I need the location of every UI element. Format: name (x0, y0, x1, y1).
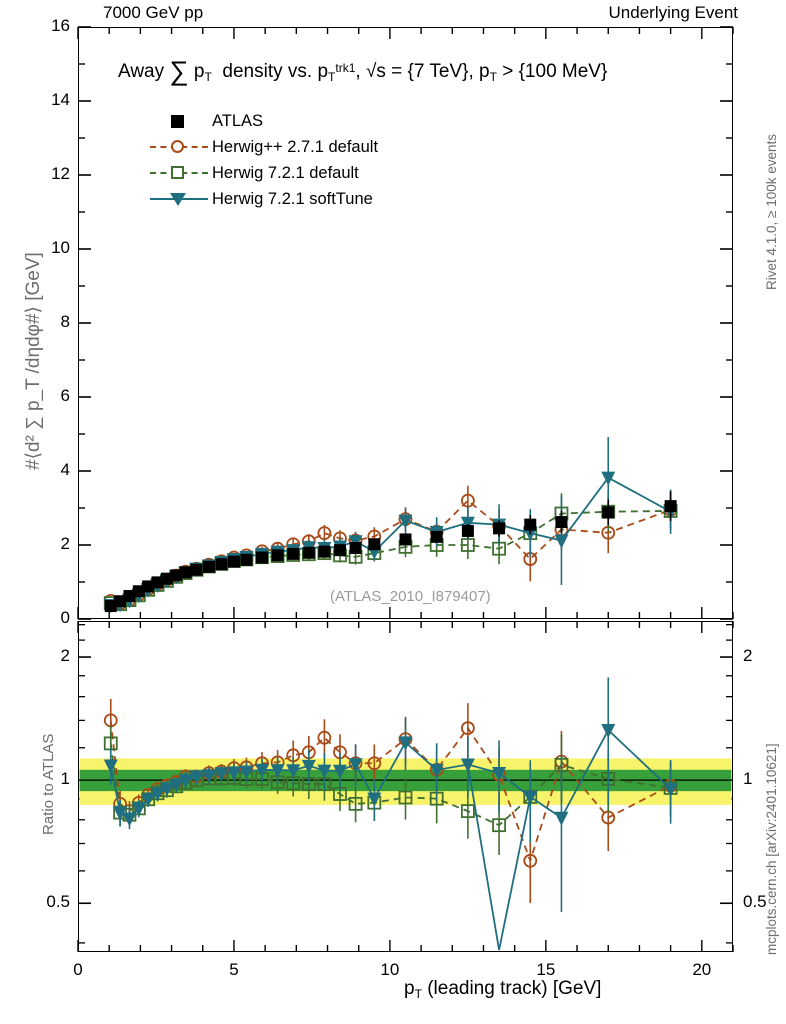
axis-tick-label: 1 (60, 769, 70, 789)
axis-tick-label: 0.5 (46, 892, 70, 912)
axis-tick-label: 15 (536, 960, 556, 979)
rivet-version-label: Rivet 4.1.0, ≥ 100k events (764, 134, 779, 290)
axis-tick-label: 10 (380, 960, 400, 979)
axis-tick-label: 16 (51, 16, 70, 35)
x-axis-title: $p_T$ (leading track) [GeV] (404, 978, 602, 1001)
axis-tick-label: 6 (60, 386, 70, 405)
axis-tick-label: 0 (73, 960, 83, 979)
axis-tick-label: 5 (229, 960, 239, 979)
header-right: Underlying Event (608, 3, 738, 22)
axis-tick-label: 2 (743, 646, 753, 666)
legend-label: Herwig 7.2.1 softTune (212, 189, 373, 208)
axis-tick-label: 1 (743, 769, 753, 789)
axis-tick-label: 20 (692, 960, 712, 979)
axis-tick-label: 14 (51, 90, 70, 109)
legend-label: Herwig 7.2.1 default (212, 163, 359, 182)
axis-tick-label: 4 (60, 460, 70, 479)
axis-tick-label: 12 (51, 164, 70, 183)
axis-tick-label: 0 (60, 608, 70, 627)
axis-tick-label: 2 (60, 534, 70, 553)
axis-tick-label: 2 (60, 646, 70, 666)
legend-label: ATLAS (212, 111, 264, 130)
axis-tick-label: 0.5 (743, 892, 767, 912)
axis-tick-label: 8 (60, 312, 70, 331)
dataset-watermark: (ATLAS_2010_I879407) (330, 588, 491, 605)
header-left: 7000 GeV pp (103, 3, 204, 22)
y-axis-title-main: #⟨d² ∑ p_T /dηdφ#⟩ [GeV] (23, 252, 44, 470)
y-axis-title-ratio: Ratio to ATLAS (40, 733, 57, 835)
axis-tick-label: 10 (51, 238, 70, 257)
plot-title: Away ∑ $p_T$ density vs. $p_T^{trk1}$, √s = {7 TeV}, $p_T > \{100$ MeV} (118, 56, 608, 86)
mcplots-source-label: mcplots.cern.ch [arXiv:2401.10621] (764, 743, 779, 955)
legend-label: Herwig++ 2.7.1 default (212, 137, 379, 156)
